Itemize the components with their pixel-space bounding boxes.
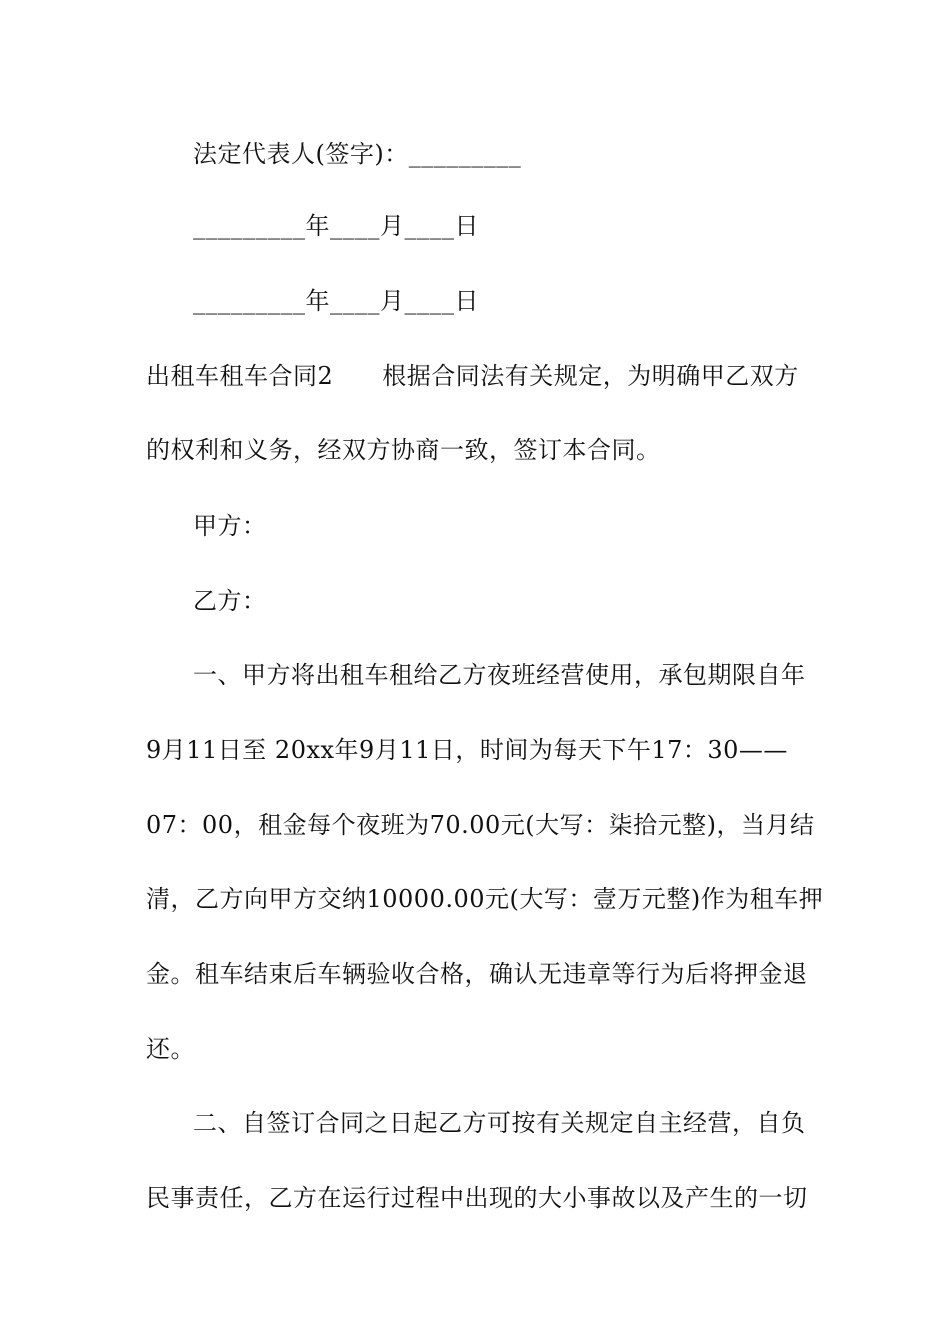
clause-2-line: 二、自签订合同之日起乙方可按有关规定自主经营，自负: [193, 1109, 806, 1137]
legal-representative-signature-line: 法定代表人(签字)：_________: [193, 140, 522, 168]
paragraph-line: 的权利和义务，经双方协商一致，签订本合同。: [146, 436, 661, 464]
clause-1-line: 9月11日至 20xx年9月11日，时间为每天下午17：30——: [146, 736, 788, 764]
clause-1-line: 07：00，租金每个夜班为70.00元(大写：柒拾元整)，当月结: [146, 811, 815, 839]
party-a-label: 甲方：: [193, 512, 267, 540]
date-line: _________年____月____日: [193, 212, 479, 240]
clause-1-line: 金。租车结束后车辆验收合格，确认无违章等行为后将押金退: [146, 960, 808, 988]
date-line: _________年____月____日: [193, 287, 479, 315]
clause-1-line: 一、甲方将出租车租给乙方夜班经营使用，承包期限自年: [193, 661, 806, 689]
contract-title-and-intro: 出租车租车合同2 根据合同法有关规定，为明确甲乙双方: [146, 362, 799, 390]
clause-2-line: 民事责任，乙方在运行过程中出现的大小事故以及产生的一切: [146, 1184, 808, 1212]
clause-1-line: 还。: [146, 1035, 195, 1063]
clause-1-line: 清，乙方向甲方交纳10000.00元(大写：壹万元整)作为租车押: [146, 885, 824, 913]
party-b-label: 乙方：: [193, 587, 267, 615]
